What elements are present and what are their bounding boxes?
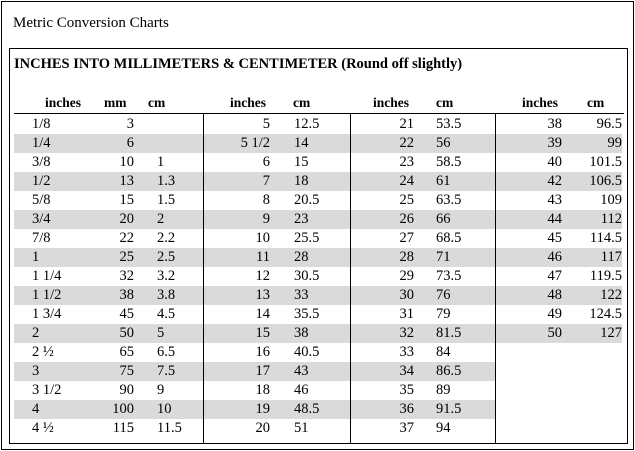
cell-cm: 99 (607, 135, 622, 151)
header-cm-1: cm (148, 95, 166, 110)
cell-mm: 38 (119, 287, 134, 303)
cell-cm: 9 (157, 382, 165, 398)
cell-cm: 86.5 (436, 363, 462, 379)
cell-inches: 32 (399, 325, 414, 341)
cell-inches: 3/4 (32, 211, 51, 227)
row-shading (496, 343, 622, 362)
cell-inches: 43 (547, 192, 562, 208)
cell-inches: 2 ½ (32, 344, 54, 360)
cell-cm: 96.5 (596, 116, 622, 132)
cell-inches: 1/4 (32, 135, 51, 151)
cell-inches: 1 3/4 (32, 306, 62, 322)
cell-inches: 24 (399, 173, 414, 189)
cell-cm: 119.5 (589, 268, 622, 284)
cell-cm: 66 (436, 211, 451, 227)
header-mm-1: mm (104, 95, 127, 110)
cell-inches: 37 (399, 420, 414, 436)
cell-cm: 46 (294, 382, 309, 398)
cell-cm: 38 (294, 325, 309, 341)
cell-cm: 1 (157, 154, 165, 170)
cell-inches: 27 (399, 230, 414, 246)
table-row (14, 419, 622, 438)
cell-cm: 12.5 (294, 116, 320, 132)
cell-inches: 3 (32, 363, 40, 379)
cell-inches: 30 (399, 287, 414, 303)
cell-cm: 20.5 (294, 192, 320, 208)
cell-mm: 10 (119, 154, 134, 170)
column-divider (203, 113, 204, 443)
table-row (14, 172, 622, 191)
cell-inches: 7/8 (32, 230, 51, 246)
cell-inches: 5/8 (32, 192, 51, 208)
cell-inches: 3 1/2 (32, 382, 62, 398)
cell-inches: 5 1/2 (240, 135, 270, 151)
cell-mm: 75 (119, 363, 134, 379)
cell-mm: 6 (126, 135, 134, 151)
table-row (14, 191, 622, 210)
table-row (14, 115, 622, 134)
cell-inches: 46 (547, 249, 562, 265)
table-row (14, 248, 622, 267)
cell-cm: 11.5 (157, 420, 182, 436)
cell-mm: 22 (119, 230, 134, 246)
cell-cm: 81.5 (436, 325, 462, 341)
cell-inches: 10 (255, 230, 270, 246)
cell-inches: 22 (399, 135, 414, 151)
table-row (14, 381, 622, 400)
table-row (14, 134, 622, 153)
cell-inches: 8 (262, 192, 270, 208)
header-cm-4: cm (587, 95, 605, 110)
cell-inches: 7 (262, 173, 270, 189)
cell-inches: 36 (399, 401, 414, 417)
cell-cm: 109 (600, 192, 622, 208)
cell-cm: 117 (600, 249, 622, 265)
cell-inches: 26 (399, 211, 414, 227)
cell-inches: 45 (547, 230, 562, 246)
cell-cm: 4.5 (157, 306, 176, 322)
cell-inches: 1 1/2 (32, 287, 62, 303)
cell-mm: 45 (119, 306, 134, 322)
cell-inches: 1/8 (32, 116, 51, 132)
header-inches-1: inches (45, 95, 82, 110)
header-divider (14, 113, 624, 114)
cell-cm: 114.5 (589, 230, 622, 246)
cell-cm: 48.5 (294, 401, 320, 417)
cell-mm: 50 (119, 325, 134, 341)
cell-cm: 6.5 (157, 344, 176, 360)
cell-inches: 12 (255, 268, 270, 284)
header-inches-4: inches (522, 95, 559, 110)
table-row (14, 267, 622, 286)
column-divider (350, 113, 351, 443)
cell-cm: 68.5 (436, 230, 462, 246)
cell-inches: 4 (32, 401, 40, 417)
cell-cm: 14 (294, 135, 309, 151)
cell-cm: 40.5 (294, 344, 320, 360)
table-row (14, 153, 622, 172)
cell-cm: 18 (294, 173, 309, 189)
cell-cm: 1.5 (157, 192, 176, 208)
cell-cm: 71 (436, 249, 451, 265)
cell-mm: 115 (112, 420, 134, 436)
cell-inches: 1/2 (32, 173, 51, 189)
cell-cm: 25.5 (294, 230, 320, 246)
cell-inches: 19 (255, 401, 270, 417)
cell-cm: 73.5 (436, 268, 462, 284)
cell-cm: 35.5 (294, 306, 320, 322)
cell-cm: 106.5 (589, 173, 622, 189)
table-row (14, 343, 622, 362)
cell-inches: 31 (399, 306, 414, 322)
cell-inches: 16 (255, 344, 270, 360)
cell-cm: 89 (436, 382, 451, 398)
cell-inches: 40 (547, 154, 562, 170)
cell-inches: 35 (399, 382, 414, 398)
page-title: Metric Conversion Charts (13, 15, 169, 31)
table-row (14, 324, 622, 343)
cell-mm: 32 (119, 268, 134, 284)
header-cm-2: cm (293, 95, 311, 110)
cell-inches: 38 (547, 116, 562, 132)
cell-inches: 5 (262, 116, 270, 132)
cell-cm: 101.5 (589, 154, 622, 170)
cell-inches: 47 (547, 268, 562, 284)
cell-cm: 30.5 (294, 268, 320, 284)
cell-inches: 18 (255, 382, 270, 398)
header-inches-3: inches (373, 95, 410, 110)
cell-cm: 79 (436, 306, 451, 322)
cell-mm: 65 (119, 344, 134, 360)
cell-cm: 3.8 (157, 287, 176, 303)
cell-inches: 4 ½ (32, 420, 54, 436)
cell-inches: 9 (262, 211, 270, 227)
cell-inches: 33 (399, 344, 414, 360)
cell-cm: 2 (157, 211, 165, 227)
cell-inches: 42 (547, 173, 562, 189)
row-shading (496, 362, 622, 381)
cell-inches: 6 (262, 154, 270, 170)
cell-cm: 10 (157, 401, 172, 417)
header-inches-2: inches (230, 95, 267, 110)
conversion-table (9, 48, 628, 444)
table-row (14, 400, 622, 419)
cell-inches: 20 (255, 420, 270, 436)
cell-inches: 17 (255, 363, 270, 379)
cell-cm: 33 (294, 287, 309, 303)
cell-inches: 1 (32, 249, 40, 265)
column-divider (495, 113, 496, 443)
cell-inches: 14 (255, 306, 270, 322)
cell-cm: 63.5 (436, 192, 462, 208)
cell-cm: 2.2 (157, 230, 176, 246)
cell-inches: 50 (547, 325, 562, 341)
table-row (14, 286, 622, 305)
cell-mm: 90 (119, 382, 134, 398)
cell-mm: 13 (119, 173, 134, 189)
cell-inches: 25 (399, 192, 414, 208)
cell-inches: 29 (399, 268, 414, 284)
cell-inches: 2 (32, 325, 40, 341)
cell-cm: 112 (600, 211, 622, 227)
cell-cm: 56 (436, 135, 451, 151)
header-cm-3: cm (436, 95, 454, 110)
cell-cm: 53.5 (436, 116, 462, 132)
cell-inches: 48 (547, 287, 562, 303)
cell-inches: 44 (547, 211, 562, 227)
table-subtitle: INCHES INTO MILLIMETERS & CENTIMETER (Round off slightly) (14, 56, 463, 72)
cell-cm: 58.5 (436, 154, 462, 170)
cell-cm: 43 (294, 363, 309, 379)
cell-cm: 61 (436, 173, 451, 189)
cell-cm: 1.3 (157, 173, 176, 189)
cell-inches: 11 (256, 249, 270, 265)
cell-mm: 3 (126, 116, 134, 132)
table-row (14, 210, 622, 229)
cell-cm: 124.5 (589, 306, 622, 322)
cell-inches: 34 (399, 363, 414, 379)
cell-inches: 15 (255, 325, 270, 341)
row-shading (496, 419, 622, 438)
cell-cm: 5 (157, 325, 165, 341)
cell-inches: 1 1/4 (32, 268, 62, 284)
cell-cm: 91.5 (436, 401, 462, 417)
table-row (14, 305, 622, 324)
cell-mm: 20 (119, 211, 134, 227)
cell-inches: 21 (399, 116, 414, 132)
cell-mm: 100 (112, 401, 134, 417)
cell-mm: 25 (119, 249, 134, 265)
cell-cm: 122 (600, 287, 622, 303)
chart-frame (1, 1, 634, 450)
cell-cm: 2.5 (157, 249, 176, 265)
cell-inches: 13 (255, 287, 270, 303)
row-shading (496, 400, 622, 419)
cell-cm: 15 (294, 154, 309, 170)
cell-inches: 49 (547, 306, 562, 322)
cell-cm: 23 (294, 211, 309, 227)
cell-mm: 15 (119, 192, 134, 208)
cell-inches: 39 (547, 135, 562, 151)
cell-inches: 3/8 (32, 154, 51, 170)
cell-cm: 51 (294, 420, 309, 436)
cell-inches: 28 (399, 249, 414, 265)
cell-cm: 28 (294, 249, 309, 265)
table-row (14, 362, 622, 381)
row-shading (496, 381, 622, 400)
cell-cm: 7.5 (157, 363, 176, 379)
cell-cm: 84 (436, 344, 451, 360)
cell-cm: 76 (436, 287, 451, 303)
cell-cm: 94 (436, 420, 451, 436)
cell-inches: 23 (399, 154, 414, 170)
table-row (14, 229, 622, 248)
cell-cm: 127 (600, 325, 622, 341)
cell-cm: 3.2 (157, 268, 176, 284)
